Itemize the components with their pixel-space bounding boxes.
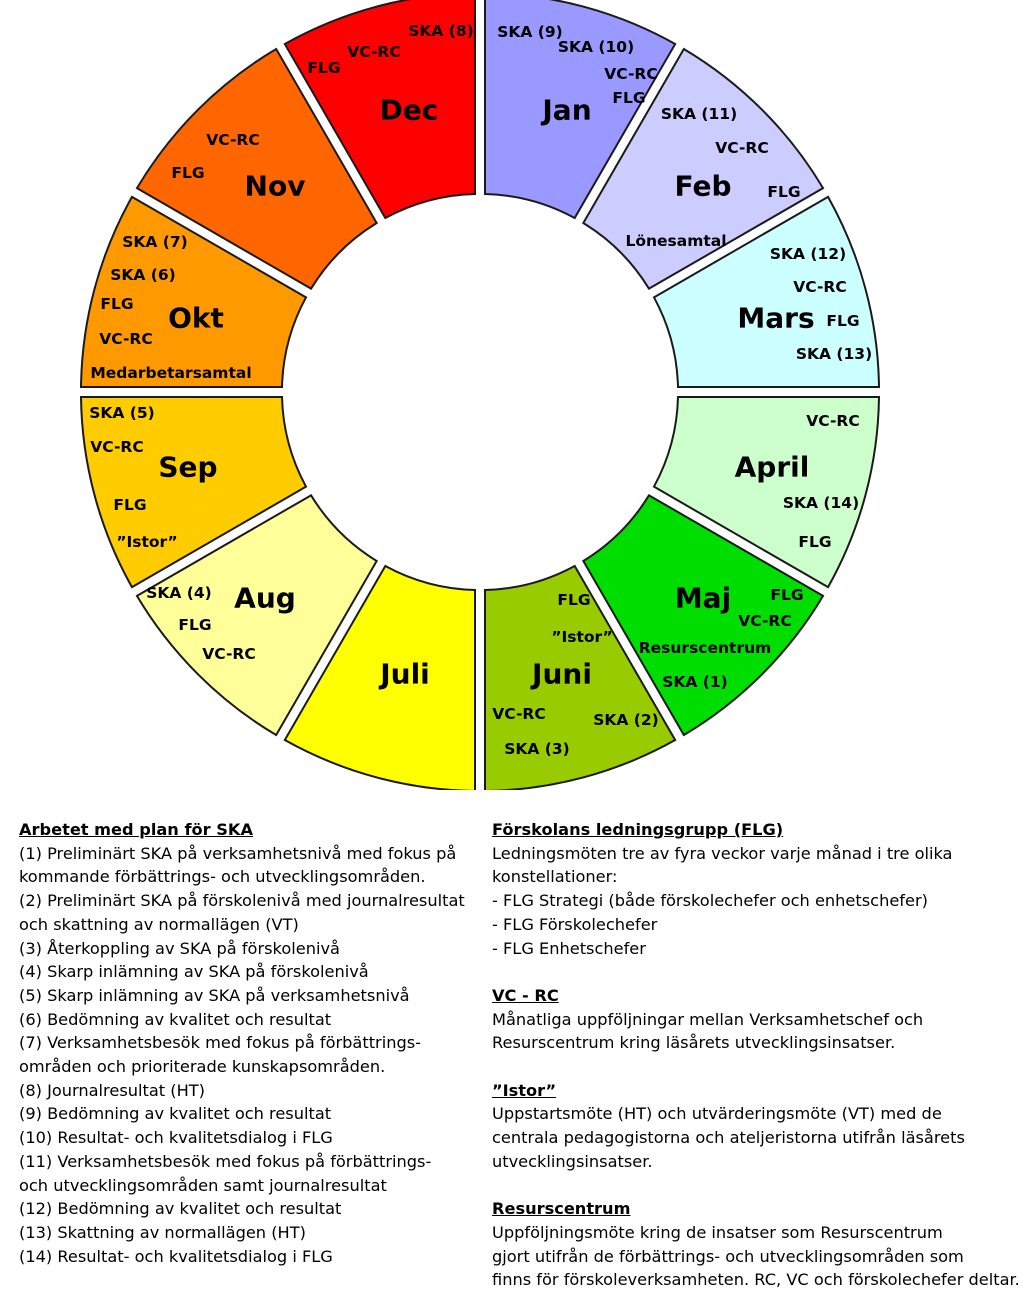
ska-plan-item [19,1008,484,1032]
activity-label: VC-RC [738,612,792,630]
activity-label: ”Istor” [116,533,178,551]
activity-label: VC-RC [99,330,153,348]
ska-plan-item [19,1221,484,1245]
abbreviation-legend [492,818,1022,1292]
activity-label: VC-RC [604,65,658,83]
month-label-jan: Jan [542,93,592,127]
ska-plan-item [19,889,484,936]
activity-label: VC-RC [806,412,860,430]
ska-plan-item [19,1102,484,1126]
ska-plan-item-line: kommande förbättrings- och utvecklingsområden. [19,867,426,887]
activity-label: SKA (8) [408,22,474,40]
legend-section-line: - FLG Förskolechefer [492,914,658,934]
legend-section-line: utvecklingsinsatser. [492,1151,653,1171]
ska-plan-item-line: (11) Verksamhetsbesök med fokus på förbättrings- [19,1151,432,1171]
legend-section-line: Uppstartsmöte (HT) och utvärderingsmöte (VT) med de [492,1104,942,1124]
ska-plan-item [19,960,484,984]
activity-label: VC-RC [793,278,847,296]
activity-label: FLG [770,586,804,604]
ska-plan-item [19,1150,484,1197]
activity-label: SKA (5) [89,404,155,422]
month-label-juli: Juli [380,657,430,691]
legend-section-title: Förskolans ledningsgrupp (FLG) [492,820,784,839]
ska-plan-item-line: (7) Verksamhetsbesök med fokus på förbättrings- [19,1033,422,1053]
ska-plan-item-line: (8) Journalresultat (HT) [19,1080,205,1100]
activity-label: VC-RC [206,131,260,149]
month-label-dec: Dec [379,93,439,127]
ska-plan-item [19,1245,484,1269]
ska-plan-item-line: och utvecklingsområden samt journalresultat [19,1175,387,1195]
month-label-nov: Nov [244,169,306,203]
activity-label: FLG [113,496,147,514]
legend-section-line: centrala pedagogistorna och ateljeristorna utifrån läsårets [492,1128,965,1148]
ska-plan-item-line: (13) Skattning av normallägen (HT) [19,1222,306,1242]
activity-label: FLG [767,183,801,201]
legend-section-line: - FLG Enhetschefer [492,938,646,958]
activity-label: FLG [307,59,341,77]
activity-label: SKA (12) [769,245,847,263]
ska-plan-item-line: (5) Skarp inlämning av SKA på verksamhetsnivå [19,985,410,1005]
activity-label: SKA (4) [146,584,212,602]
legend-section [492,984,1022,1055]
activity-label: FLG [171,164,205,182]
ska-plan-item [19,842,484,889]
legend-section-line: konstellationer: [492,867,618,887]
ska-plan-item-line: (6) Bedömning av kvalitet och resultat [19,1009,332,1029]
ska-plan-list [19,842,484,1269]
ska-plan-item [19,937,484,961]
legend-section-line: Uppföljningsmöte kring de insatser som Resurscentrum [492,1222,943,1242]
legend-section-line: finns för förskoleverksamheten. RC, VC och förskolechefer deltar. [492,1270,1020,1290]
ska-plan-item-line: (14) Resultat- och kvalitetsdialog i FLG [19,1246,333,1266]
legend-section-title: Resurscentrum [492,1199,631,1219]
month-label-mars: Mars [737,301,815,335]
legend-section [492,1079,1022,1174]
month-label-feb: Feb [674,169,732,203]
activity-label: FLG [826,312,860,330]
activity-label: FLG [178,616,212,634]
month-label-april: April [734,450,810,484]
activity-label: SKA (14) [782,494,860,512]
ska-plan-item-line: (12) Bedömning av kvalitet och resultat [19,1199,342,1219]
activity-label: SKA (13) [795,345,873,363]
activity-label: VC-RC [90,438,144,456]
month-label-okt: Okt [168,301,224,335]
activity-label: SKA (9) [497,23,563,41]
ska-plan-item-line: områden och prioriterade kunskapsområden. [19,1057,386,1077]
activity-label: FLG [798,533,832,551]
ska-plan-item-line: (4) Skarp inlämning av SKA på förskolenivå [19,962,369,982]
ska-plan-item-line: (10) Resultat- och kvalitetsdialog i FLG [19,1128,333,1148]
activity-label: FLG [557,591,591,609]
ska-plan-item-line: och skattning av normallägen (VT) [19,914,299,934]
ska-plan-item-line: (3) Återkoppling av SKA på förskolenivå [19,938,340,958]
ska-plan-title: Arbetet med plan för SKA [19,820,253,839]
activity-label: SKA (2) [593,711,659,729]
ska-plan-item [19,984,484,1008]
activity-label: Resurscentrum [638,639,772,657]
activity-label: FLG [612,89,646,107]
month-label-juni: Juni [532,657,592,691]
legend-section [492,1197,1022,1292]
month-label-maj: Maj [674,581,732,615]
legend-section [492,818,1022,960]
legend-section-line: - FLG Strategi (både förskolechefer och enhetschefer) [492,891,928,911]
legend-section-line: Ledningsmöten tre av fyra veckor varje månad i tre olika [492,843,953,863]
legend-section-line: Månatliga uppföljningar mellan Verksamhetschef och [492,1009,924,1029]
ska-plan-item-line: (1) Preliminärt SKA på verksamhetsnivå med fokus på [19,843,457,863]
activity-label: SKA (6) [110,266,176,284]
activity-label: SKA (1) [662,673,728,691]
ska-plan-item [19,1126,484,1150]
section-spacer [492,1055,1022,1079]
ska-plan-item [19,1031,484,1078]
activity-label: VC-RC [347,43,401,61]
legend-section-line: gjort utifrån de förbättrings- och utvecklingsområden som [492,1246,964,1266]
activity-label: SKA (11) [660,105,738,123]
legend-section-title: VC - RC [492,985,559,1005]
activity-label: FLG [100,295,134,313]
activity-label: SKA (10) [557,38,635,56]
section-spacer [492,960,1022,984]
ska-plan-legend [19,818,484,1268]
activity-label: VC-RC [492,705,546,723]
section-spacer [492,1174,1022,1198]
activity-label: SKA (3) [504,740,570,758]
ska-plan-item [19,1197,484,1221]
activity-label: Medarbetarsamtal [90,364,252,382]
legend-section-title: ”Istor” [492,1080,557,1100]
ska-plan-item [19,1079,484,1103]
month-label-aug: Aug [234,581,296,615]
ska-plan-item-line: (9) Bedömning av kvalitet och resultat [19,1104,332,1124]
activity-label: VC-RC [202,645,256,663]
activity-label: Lönesamtal [625,232,727,250]
activity-label: VC-RC [715,139,769,157]
month-label-sep: Sep [158,450,218,484]
ska-plan-item-line: (2) Preliminärt SKA på förskolenivå med journalresultat [19,891,465,911]
activity-label: ”Istor” [551,628,613,646]
activity-label: SKA (7) [122,233,188,251]
legend-section-line: Resurscentrum kring läsårets utvecklingsinsatser. [492,1033,896,1053]
